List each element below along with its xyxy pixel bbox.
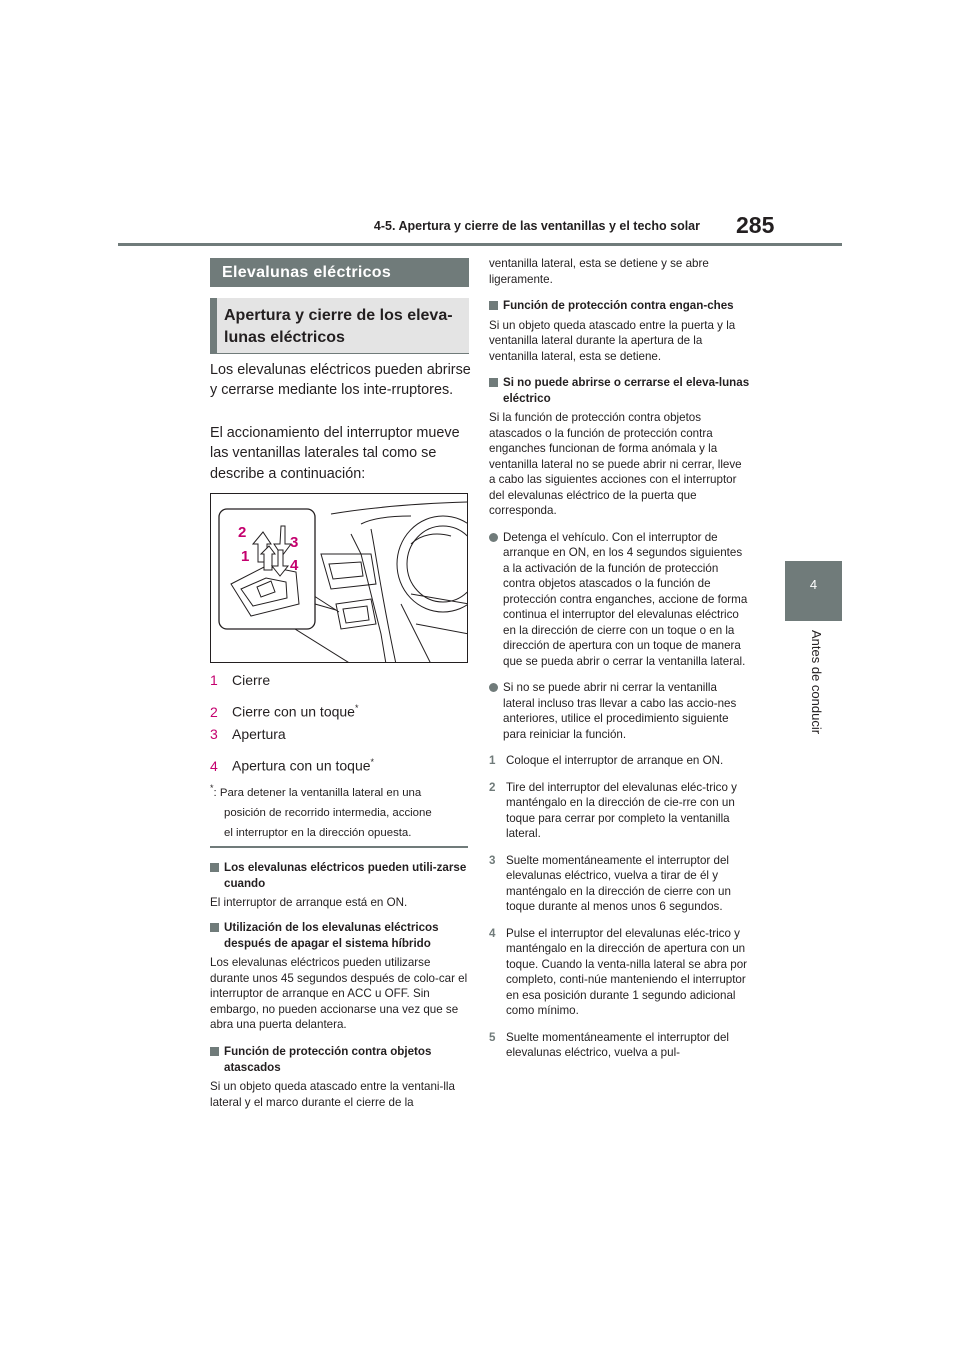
figure-label-1: 1 [241, 548, 250, 565]
square-bullet-icon [210, 1047, 219, 1056]
step-number: 4 [489, 926, 496, 940]
square-bullet-icon [210, 863, 219, 872]
footnote-mark: * [210, 783, 214, 793]
square-bullet-icon [210, 923, 219, 932]
footnote-line-2: posición de recorrido intermedia, accione [224, 806, 432, 819]
continuation-text: ventanilla lateral, esta se detiene y se abre ligeramente. [489, 257, 709, 286]
section-title: Elevalunas eléctricos [210, 258, 469, 287]
window-switch-illustration [210, 493, 468, 663]
legend-item [210, 753, 374, 775]
legend-item [210, 671, 270, 689]
note-block [210, 1044, 472, 1110]
legend-item [210, 725, 286, 743]
step-item: 4 Pulse el interruptor del elevalunas eléc-trico y manténgalo en la dirección de apertura con un toque. Cuando la venta-nilla lateral se abra por completo, conti-núe manteniendo el interruptor en esa posición durante 1 segundo adicional como mínimo. [489, 926, 748, 1017]
note-block [489, 375, 751, 519]
page-number: 285 [736, 212, 775, 238]
legend-number: 3 [210, 726, 218, 742]
figure-label-3: 3 [290, 534, 299, 551]
square-bullet-icon [489, 378, 498, 387]
bullet-item: Detenga el vehículo. Con el interruptor de arranque en ON, en los 4 segundos siguientes a la activación de la función de protección contra objetos atascados o la función de protección contra enganches, accione de forma continua el interruptor del elevalunas eléctrico en la dirección de cierre con un toque o en la dirección de apertura con un toque de manera que se pueda abrir o cerrar la ventanilla lateral. [489, 530, 751, 670]
running-header: 4-5. Apertura y cierre de las ventanillas y el techo solar [373, 219, 700, 233]
step-item: 1 Coloque el interruptor de arranque en ON. [489, 754, 724, 767]
intro-paragraph-1: Los elevalunas eléctricos pueden abrirse y cerrarse mediante los inte-rruptores. [210, 362, 471, 399]
footnote-line-3: el interruptor en la dirección opuesta. [224, 826, 412, 839]
note-heading: Utilización de los elevalunas eléctricos después de apagar el sistema híbrido [210, 920, 472, 951]
note-heading: Función de protección contra objetos atascados [210, 1044, 472, 1075]
footnote-line-1: : Para detener la ventanilla lateral en una [213, 786, 422, 799]
square-bullet-icon [489, 301, 498, 310]
figure-label-4: 4 [290, 557, 299, 574]
note-block [210, 920, 472, 1033]
right-column [489, 256, 751, 1061]
chapter-label-text: Antes de conducir [809, 630, 824, 735]
legend-text: Apertura [232, 726, 286, 742]
legend-star: * [370, 757, 375, 767]
step-item: 5 Suelte momentáneamente el interruptor del elevalunas eléctrico, vuelva a pul- [489, 1030, 729, 1059]
note-text: Los elevalunas eléctricos pueden utilizarse durante unos 45 segundos después de colo-car el interruptor de arranque en ACC u OFF. Sin embargo, no pueden accionarse una vez que se abra una puerta delantera. [210, 956, 468, 1031]
round-bullet-icon [489, 533, 498, 542]
note-block [210, 860, 472, 911]
legend-number: 2 [210, 703, 218, 720]
step-number: 1 [489, 754, 496, 767]
note-heading: Si no puede abrirse o cerrarse el eleva-lunas eléctrico [489, 375, 751, 406]
step-number: 5 [489, 1030, 496, 1044]
divider-rule [210, 846, 468, 848]
legend-number: 4 [210, 757, 218, 774]
legend-star: * [354, 703, 359, 713]
chapter-label [808, 630, 828, 770]
legend-text: Cierre [232, 672, 271, 688]
note-heading: Los elevalunas eléctricos pueden utili-zarse cuando [210, 860, 472, 891]
note-text: Si la función de protección contra objetos atascados o la función de protección contra enganches funcionan de forma anómala y la ventanilla lateral no se puede abrir ni cerrar, lleve a cabo las siguientes acciones con el interruptor del elevalunas eléctrico de la puerta que corresponda. [489, 411, 742, 517]
note-block [489, 298, 751, 364]
figure-label-2: 2 [238, 524, 247, 541]
legend-item [210, 699, 358, 721]
legend-text: Cierre con un toque [232, 703, 355, 720]
intro-paragraph-2: El accionamiento del interruptor mueve las ventanillas laterales tal como se describe a continuación: [210, 425, 460, 482]
footnote [210, 778, 472, 843]
note-text: El interruptor de arranque está en ON. [210, 896, 408, 909]
step-number: 3 [489, 853, 496, 867]
step-item: 3 Suelte momentáneamente el interruptor del elevalunas eléctrico, vuelva a tirar de él y manténgalo en la dirección de cierre con un toque durante al menos unos 6 segundos. [489, 853, 731, 913]
legend-number: 1 [210, 672, 218, 688]
subsection-title: Apertura y cierre de los eleva-lunas eléctricos [210, 298, 469, 354]
step-number: 2 [489, 780, 496, 794]
round-bullet-icon [489, 683, 498, 692]
step-item: 2 Tire del interruptor del elevalunas eléc-trico y manténgalo en la dirección de cie-rre con un toque para cerrar por completo la ventanilla lateral. [489, 780, 737, 840]
note-heading: Función de protección contra engan-ches [489, 298, 751, 314]
legend-text: Apertura con un toque [232, 757, 371, 774]
note-text: Si un objeto queda atascado entre la puerta y la ventanilla lateral durante la apertura de la ventanilla lateral, esta se detiene. [489, 318, 736, 363]
illustration-drawing [211, 494, 468, 663]
bullet-item: Si no se puede abrir ni cerrar la ventanilla lateral incluso tras llevar a cabo las accio-nes anteriores, utilice el procedimiento siguiente para reiniciar la función. [489, 680, 751, 742]
chapter-tab: 4 [785, 561, 842, 621]
header-rule [118, 243, 842, 246]
note-text: Si un objeto queda atascado entre la ventani-lla lateral y el marco durante el cierre de la [210, 1080, 455, 1109]
